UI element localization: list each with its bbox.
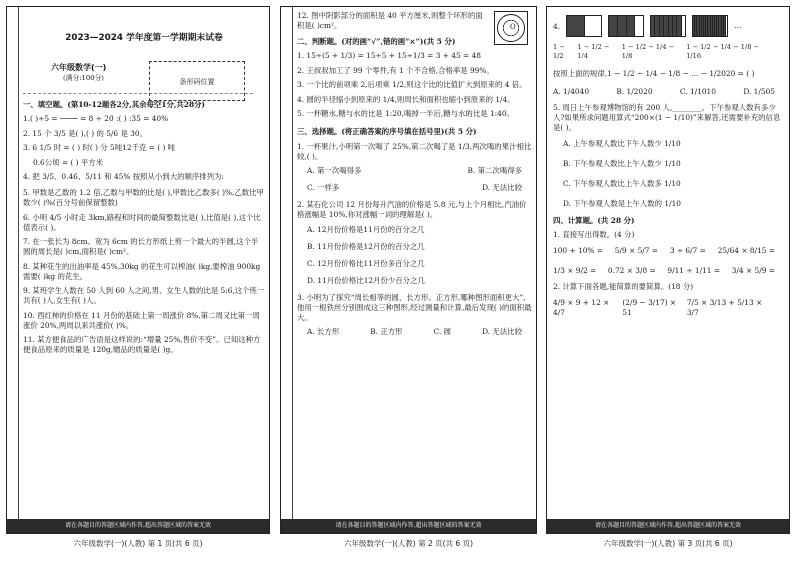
answer-area-note: 请在各题目的答题区域内作答,超出答题区域的答案无效: [7, 519, 269, 533]
options-4: [553, 87, 785, 97]
answer-area-note: 请在各题目的答题区域内作答,超出答题区域的答案无效: [547, 519, 789, 533]
option: C. 一样多: [307, 183, 340, 193]
judge-1: 1. 15÷(5 + 1/3) = 15÷5 + 15÷1/3 = 3 + 45 = 48: [297, 51, 482, 61]
option: D. 无法比较: [482, 183, 522, 193]
question-11: 11. 某方便食品的广告语是这样说的:“增量 25%,售价不变”。已知这种方便食品原来的质量是 120g,赠品的质量是( )g。: [23, 335, 261, 355]
option: A. 第一次喝得多: [307, 166, 362, 176]
page-1-footer: 六年级数学(一)(人教) 第 1 页(共 6 页): [73, 539, 203, 548]
center-label: O: [510, 23, 516, 31]
page-2-footer: 六年级数学(一)(人教) 第 2 页(共 6 页): [343, 539, 474, 548]
choice-1: 1. 一杯果汁,小明第一次喝了 25%,第二次喝了是 1/3,两次喝的果汁相比较,( )。: [297, 141, 532, 161]
bar-half: [566, 15, 602, 37]
page-3: [546, 6, 790, 534]
section-fill: 一、填空题。(第10-12题各2分,其余每空1分,共28分): [23, 99, 205, 109]
calc-row-3: [553, 298, 785, 318]
option: B. 第二次喝得多: [467, 166, 522, 176]
expr: 7/5 × 3/13 + 5/13 × 3/7: [686, 298, 763, 318]
pattern-figures: [553, 11, 785, 43]
fraction: 1 − 1/2 − 1/4 − 1/8: [621, 43, 675, 60]
question-10: 10. 西红柿的价格在 11 月份的基础上第一周涨价 8%,第二周又比第一周涨价 20%,两周以来共涨价( )%。: [23, 310, 260, 330]
section-calc: 四、计算题。(共 28 分): [553, 215, 635, 225]
page-1: [6, 6, 270, 534]
pattern-rule: 按照上面的规律,1 − 1/2 − 1/4 − 1/8 − … − 1/2020 = ( ): [553, 68, 755, 78]
option: A. 12月份价格是11月份的百分之几: [307, 224, 425, 234]
bar-sixteenth: [692, 15, 728, 37]
question-8: 8. 某种花生的出油率是 45%,30kg 的花生可以榨油( )kg,要榨油 900kg 需要( )kg 的花生。: [23, 261, 261, 281]
expr: (2/9 − 3/17) × 51: [622, 298, 677, 318]
expr: 9/11 ÷ 1/11 =: [667, 266, 721, 276]
fraction: 1 − 1/2: [553, 43, 565, 60]
choice-1-options: [307, 183, 532, 193]
judge-2: 2. 王叔叔加工了 99 个零件,有 1 个不合格,合格率是 99%。: [297, 65, 494, 75]
option: B. 正方形: [370, 327, 403, 337]
ellipsis: …: [734, 21, 742, 30]
pattern-bars: [566, 15, 741, 37]
option: D. 无法比较: [482, 327, 522, 337]
expr: 5/9 × 5/7 =: [614, 246, 659, 256]
barcode-area: 条形码位置: [149, 61, 245, 101]
option: A. 1/4040: [553, 86, 590, 96]
judge-4: 4. 圆的半径缩小到原来的 1/4,则周长和面积也缩小到原来的 1/4。: [297, 94, 515, 104]
page-3-content: [553, 11, 785, 515]
question-6: 6. 小明 4/5 小时走 3km,路程和时间的最简整数比是( ),比值是( ),这个比值表示( )。: [23, 212, 261, 232]
option: B. 下午参观人数比上午人数少 1/10: [563, 158, 681, 168]
ring-figure: [494, 11, 528, 45]
answer-area-note: 请在各题目的答题区域内作答,超出答题区域的答案无效: [281, 519, 536, 533]
grade-label: 六年级数学(一): [51, 62, 107, 72]
fraction: 1 − 1/2 − 1/4: [577, 43, 610, 60]
expr: 1/3 × 9/2 =: [553, 266, 597, 276]
question-2: 2. 15 个 3/5 是( ),( ) 的 5/6 是 30。: [23, 128, 147, 138]
question-4: 4. 把 3/5、0.46、5/11 和 45% 按照从小到大的顺序排列为:: [23, 172, 224, 182]
choice-1-options: [307, 166, 532, 176]
bar-quarter: [608, 15, 644, 37]
expr: 3 ÷ 6/7 =: [669, 246, 706, 256]
expr: 25/64 × 8/15 =: [717, 246, 775, 256]
section-judge: 二、判断题。(对的画“√”,错的画“×”)(共 5 分): [297, 36, 456, 46]
option: C. 1/1010: [679, 86, 716, 96]
question-3a: 3. 6 1/5 时 = ( ) 时( ) 分 5吨12千克 = ( ) 吨: [23, 143, 176, 153]
fraction-row: [553, 43, 785, 61]
calc-row-1: [553, 246, 785, 256]
question-3b: 0.6公顷 = ( ) 平方米: [33, 157, 104, 167]
binding-margin: [7, 7, 19, 533]
question-12: 12. 图中阴影部分的面积是 40 平方厘米,则整个环形的面积是( )cm²。: [297, 11, 483, 30]
option: B. 1/2020: [616, 86, 653, 96]
question-5: 5. 甲数是乙数的 1.2 倍,乙数与甲数的比是( ),甲数比乙数多( )%,乙数比甲数少( )%(百分号前保留整数): [23, 188, 264, 208]
score-meta: (满分:100分): [63, 73, 104, 82]
option: D. 1/505: [743, 86, 775, 96]
page-2-content: [297, 11, 532, 515]
page-3-footer: 六年级数学(一)(人教) 第 3 页(共 6 页): [603, 539, 733, 548]
calc-2-title: 2. 计算下面各题,能简算的要简算。(18 分): [553, 282, 694, 292]
option: D. 11月份价格比12月份少百分之几: [307, 275, 425, 285]
question-4-label: 4.: [553, 22, 561, 31]
judge-5: 5. 一杯糖水,糖与水的比是 1:20,喝掉一半后,糖与水的比是 1:40。: [297, 109, 514, 119]
option: C. 12月份价格比11月份多百分之几: [307, 258, 425, 268]
question-5: 5. 周日上午参观博物馆的有 200 人,________。下午参观人数有多少人?如果所求问题用算式“200×(1 − 1/10)”来解答,还需要补充的信息是( )。: [553, 102, 781, 132]
binding-margin: [281, 7, 293, 533]
option: C. 下午参观人数比上午人数多 1/10: [563, 178, 681, 188]
page-2: [280, 6, 537, 534]
option: B. 11月份价格是12月份的百分之几: [307, 241, 425, 251]
choice-3-options: [307, 327, 532, 337]
expr: 0.72 × 3/8 =: [607, 266, 656, 276]
option: A. 上午参观人数比下午人数少 1/10: [563, 138, 681, 148]
question-1: 1.( )÷5 = ──── = 8 ÷ 20 :( ) :35 = 40%: [23, 114, 169, 124]
question-7: 7. 在一张长为 8cm、宽为 6cm 的长方形纸上剪一个最大的半圆,这个半圆的周长是( )cm,面积是( )cm²。: [23, 237, 259, 257]
option: D. 下午参观人数是上午人数的 1/10: [563, 198, 681, 208]
choice-3: 3. 小明为了探究“周长相等的圆、长方形、正方形,哪种图形面积更大”,他用一根铁丝分别围成这三种图形,经过测量和计算,最后发现( )的面积最大。: [297, 292, 532, 322]
calc-row-2: [553, 266, 785, 276]
question-9: 9. 某班学生人数在 50 人到 60 人之间,男、女生人数的比是 5:6,这个班一共有( )人,女生有( )人。: [23, 286, 265, 306]
bar-eighth: [650, 15, 686, 37]
exam-title: 2023—2024 学年度第一学期期末试卷: [65, 33, 223, 43]
judge-3: 3. 一个比的前项乘 2,后项乘 1/2,则这个比的比值扩大到原来的 4 倍。: [297, 80, 527, 90]
expr: 4/9 × 9 + 12 × 4/7: [553, 298, 610, 318]
expr: 100 + 10% =: [553, 246, 603, 256]
expr: 3/4 × 5/9 =: [731, 266, 775, 276]
calc-1-title: 1. 直接写出得数。(4 分): [553, 230, 635, 240]
fraction: 1 − 1/2 − 1/4 − 1/8 − 1/16: [686, 43, 760, 60]
choice-2: 2. 某石化公司 12 月份每升汽油的价格是 5.8 元,与上个月相比,汽油价格涨幅是 10%,你对涨幅一词的理解是( )。: [297, 200, 527, 220]
option: A. 长方形: [307, 327, 340, 337]
section-choice: 三、选择题。(将正确答案的序号填在括号里)(共 5 分): [297, 127, 477, 137]
option: C. 圆: [433, 327, 452, 337]
